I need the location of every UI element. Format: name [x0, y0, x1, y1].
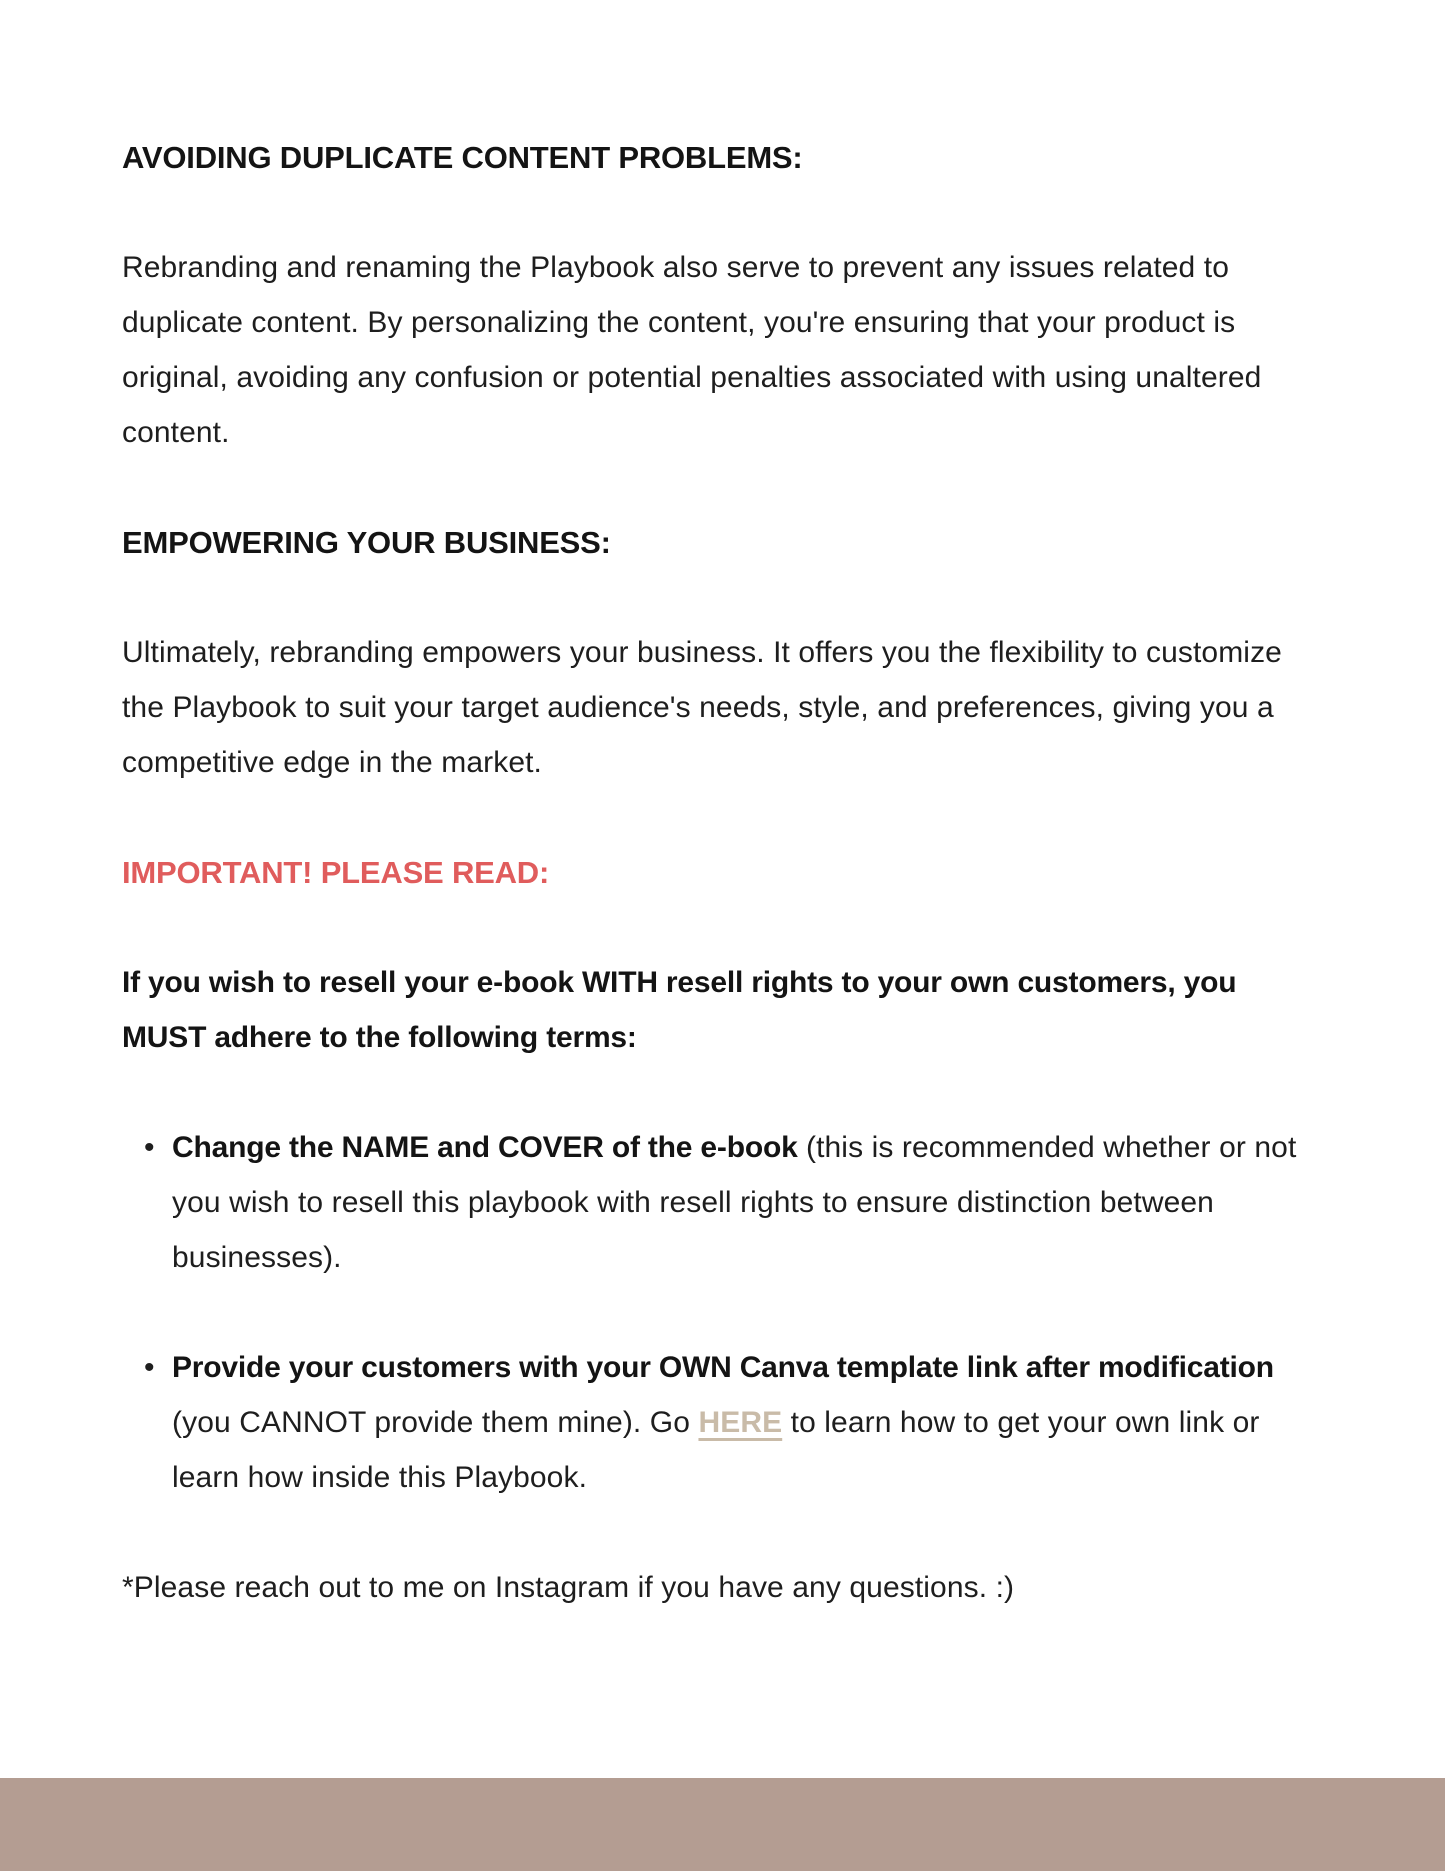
term-own-canva-link-bold: Provide your customers with your OWN Canva template link after modification — [172, 1351, 1274, 1384]
resell-terms-intro: If you wish to resell your e-book WITH resell rights to your own customers, you MUST adhere to the following terms: — [122, 966, 1237, 1054]
footer-bar — [0, 1778, 1445, 1871]
paragraph-duplicate-content: Rebranding and renaming the Playbook also serve to prevent any issues related to duplicate content. By personalizing the content, you're ensuring that your product is original, avoiding any confusion or potential penalties associated with using unaltered content. — [122, 251, 1262, 449]
term-own-canva-link-text-before: (you CANNOT provide them mine). Go — [172, 1406, 699, 1439]
paragraph-empowering: Ultimately, rebranding empowers your business. It offers you the flexibility to customize the Playbook to suit your target audience's needs, style, and preferences, giving you a competitive edge in the market. — [122, 636, 1282, 779]
page-content — [122, 130, 1302, 1670]
heading-important-please-read: IMPORTANT! PLEASE READ: — [122, 855, 550, 890]
heading-avoiding-duplicate-content: AVOIDING DUPLICATE CONTENT PROBLEMS: — [122, 140, 803, 175]
list-item-own-canva-link — [122, 1340, 1302, 1505]
instagram-footnote: *Please reach out to me on Instagram if you have any questions. :) — [122, 1571, 1015, 1604]
term-change-name-cover-rest: (this is recommended whether or not you wish to resell this playbook with resell rights to ensure distinction between businesses). — [172, 1131, 1297, 1274]
term-own-canva-link-text-after: to learn how to get your own link or learn how inside this Playbook. — [172, 1406, 1260, 1494]
here-link[interactable]: HERE — [698, 1406, 783, 1439]
heading-empowering-your-business: EMPOWERING YOUR BUSINESS: — [122, 525, 611, 560]
bullet-icon: • — [144, 1351, 155, 1384]
resell-terms-list — [122, 1120, 1302, 1505]
term-change-name-cover-bold: Change the NAME and COVER of the e-book — [172, 1131, 798, 1164]
bullet-icon: • — [144, 1131, 155, 1164]
list-item-change-name-cover — [122, 1120, 1302, 1285]
